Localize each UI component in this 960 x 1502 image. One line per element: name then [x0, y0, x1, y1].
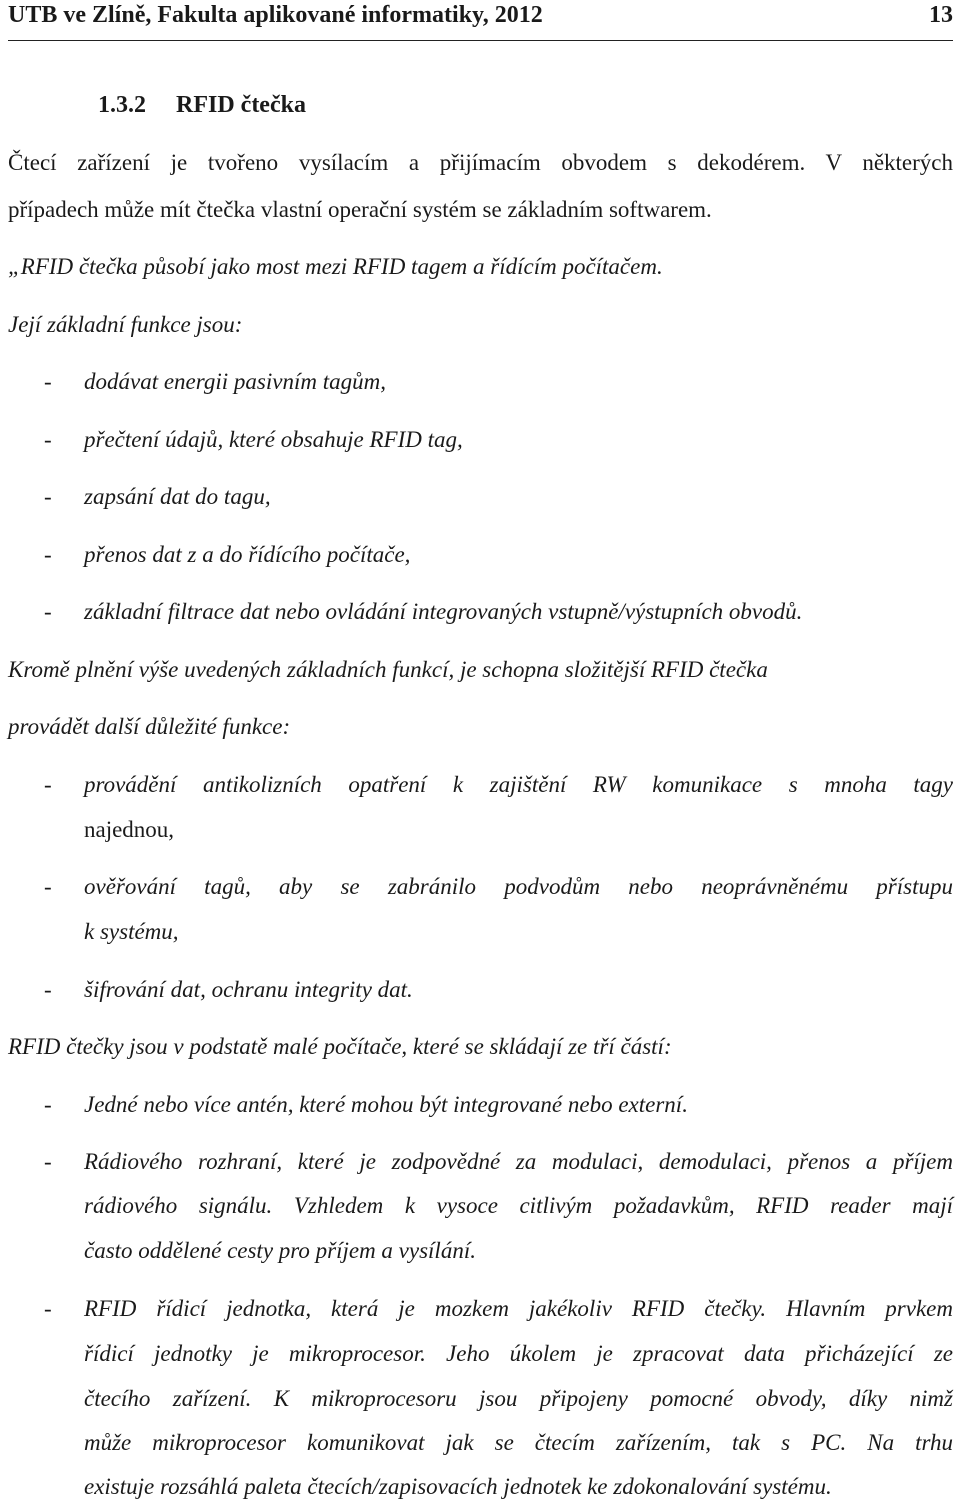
section-heading	[98, 92, 306, 119]
extra-function-continuation: k systému,	[84, 919, 179, 944]
extra-intro-line-1: Kromě plnění výše uvedených základních funkcí, je schopna složitější RFID čtečka	[8, 657, 768, 682]
list-dash: -	[44, 1296, 52, 1321]
parts-intro: RFID čtečky jsou v podstatě malé počítače, které se skládají ze tří částí:	[8, 1034, 672, 1059]
section-number: 1.3.2	[98, 92, 146, 118]
function-item: základní filtrace dat nebo ovládání integrovaných vstupně/výstupních obvodů.	[84, 599, 803, 624]
list-dash: -	[44, 1092, 52, 1117]
list-dash: -	[44, 772, 52, 797]
list-dash: -	[44, 1149, 52, 1174]
intro-line-1: Čtecí zařízení je tvořeno vysílacím a přijímacím obvodem s dekodérem. V některých	[8, 150, 953, 175]
extra-function-continuation: najednou,	[84, 817, 175, 842]
page-number: 13	[929, 2, 953, 28]
part-item-line: řídicí jednotky je mikroprocesor. Jeho úkolem je zpracovat data přicházející ze	[84, 1341, 953, 1366]
list-dash: -	[44, 599, 52, 624]
list-dash: -	[44, 542, 52, 567]
functions-intro: Její základní funkce jsou:	[8, 312, 243, 337]
part-item-line: Rádiového rozhraní, které je zodpovědné za modulaci, demodulaci, přenos a příjem	[84, 1149, 953, 1174]
quote-line: „RFID čtečka působí jako most mezi RFID tagem a řídícím počítačem.	[8, 254, 663, 279]
list-dash: -	[44, 874, 52, 899]
part-item-line: existuje rozsáhlá paleta čtecích/zapisovacích jednotek ke zdokonalování systému.	[84, 1474, 832, 1499]
part-item-line: rádiového signálu. Vzhledem k vysoce citlivým požadavkům, RFID reader mají	[84, 1193, 953, 1218]
list-dash: -	[44, 427, 52, 452]
intro-line-2: případech může mít čtečka vlastní operační systém se základním softwarem.	[8, 197, 712, 222]
list-dash: -	[44, 977, 52, 1002]
extra-function-line: provádění antikolizních opatření k zajištění RW komunikace s mnoha tagy	[84, 772, 953, 797]
page-header	[8, 0, 953, 41]
part-item-line: RFID řídicí jednotka, která je mozkem jakékoliv RFID čtečky. Hlavním prvkem	[84, 1296, 953, 1321]
function-item: přečtení údajů, které obsahuje RFID tag,	[84, 427, 463, 452]
section-title: RFID čtečka	[176, 92, 306, 118]
list-dash: -	[44, 369, 52, 394]
function-item: přenos dat z a do řídícího počítače,	[84, 542, 411, 567]
function-item: dodávat energii pasivním tagům,	[84, 369, 386, 394]
extra-intro-line-2: provádět další důležité funkce:	[8, 714, 291, 739]
extra-function-line: ověřování tagů, aby se zabránilo podvodům nebo neoprávněnému přístupu	[84, 874, 953, 899]
part-item-line: čtecího zařízení. K mikroprocesoru jsou připojeny pomocné obvody, díky nimž	[84, 1386, 953, 1411]
part-item-line: může mikroprocesor komunikovat jak se čtecím zařízením, tak s PC. Na trhu	[84, 1430, 953, 1455]
extra-function-line: šifrování dat, ochranu integrity dat.	[84, 977, 413, 1002]
list-dash: -	[44, 484, 52, 509]
part-item-line: často oddělené cesty pro příjem a vysílání.	[84, 1238, 476, 1263]
part-item-line: Jedné nebo více antén, které mohou být integrované nebo externí.	[84, 1092, 688, 1117]
function-item: zapsání dat do tagu,	[84, 484, 271, 509]
header-title: UTB ve Zlíně, Fakulta aplikované informatiky, 2012	[8, 2, 543, 28]
